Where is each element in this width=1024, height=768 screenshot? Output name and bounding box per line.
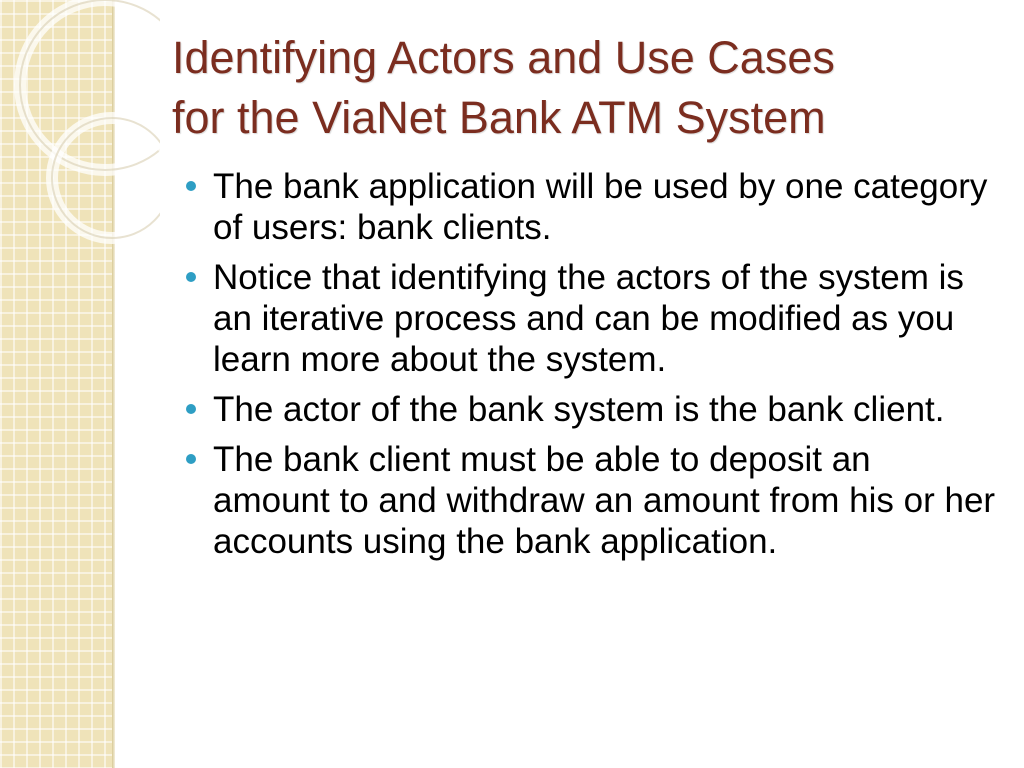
bullet-text-3: The actor of the bank system is the bank client.	[213, 390, 945, 429]
slide-title-line-2: for the ViaNet Bank ATM System	[172, 92, 826, 143]
bullet-marker-icon	[186, 181, 196, 191]
slide-title	[172, 28, 1002, 148]
bullet-item-2	[186, 257, 996, 380]
bullet-marker-icon	[186, 272, 196, 282]
slide-title-line-1: Identifying Actors and Use Cases	[172, 32, 835, 83]
bullet-marker-icon	[186, 454, 196, 464]
bullet-text-4: The bank client must be able to deposit an amount to and withdraw an amount from his or her accounts using the bank application.	[213, 440, 996, 561]
bullet-item-4	[186, 439, 996, 562]
bullet-item-3	[186, 389, 996, 430]
bullet-item-1	[186, 166, 996, 248]
side-panel-edge	[112, 0, 115, 768]
bullet-list	[186, 166, 996, 571]
bullet-text-1: The bank application will be used by one category of users: bank clients.	[213, 167, 988, 247]
side-decor-panel	[0, 0, 112, 768]
bullet-marker-icon	[186, 404, 196, 414]
bullet-text-2: Notice that identifying the actors of the system is an iterative process and can be modified as you learn more about the system.	[213, 258, 964, 379]
